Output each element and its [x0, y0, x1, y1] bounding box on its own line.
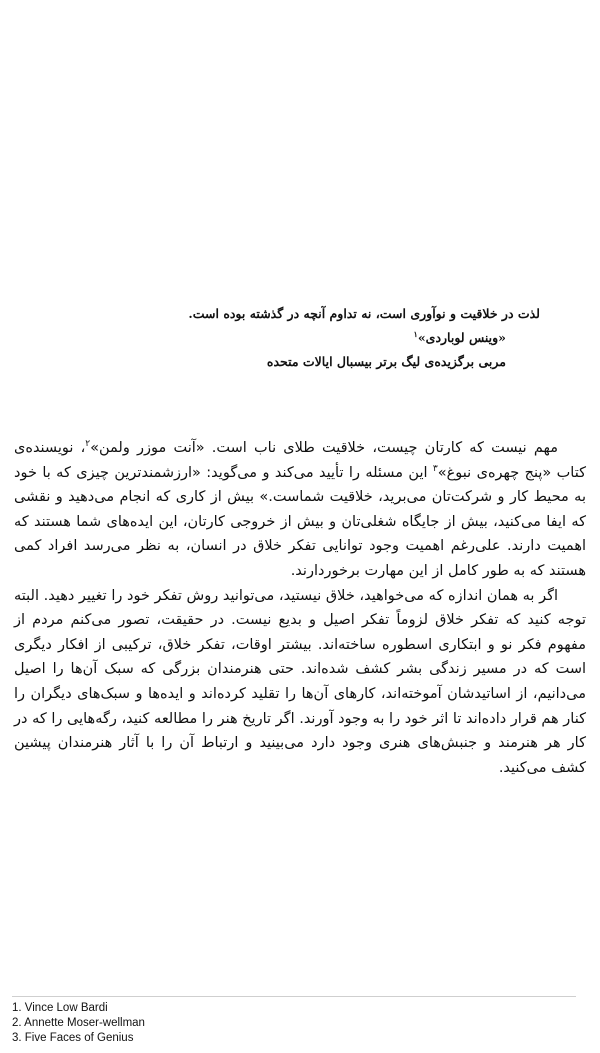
footnote-divider: [12, 996, 576, 997]
footnote-1: 1. Vince Low Bardi: [12, 1002, 108, 1014]
epigraph-author-title: مربی برگزیده‌ی لیگ برتر بیسبال ایالات متحده: [266, 354, 506, 369]
epigraph: [40, 302, 540, 374]
epigraph-author-name: «وینس لوباردی»: [417, 330, 506, 345]
paragraph-1-part-1: مهم نیست که کارتان چیست، خلاقیت طلای ناب است. «آنت موزر ولمن»: [90, 440, 558, 456]
body-text: [14, 436, 586, 780]
paragraph-1-part-3: این مسئله را تأیید می‌کند و می‌گوید: «ارزشمندترین چیزی که با خود به محیط کار و شرکت‌تان می‌برید، خلاقیت شماست.» بیش از کاری که انجام می‌دهید و نقشی که ایفا می‌کنید، بیش از جایگاه شغلی‌تان و بیش از خروجی کارتان، این ایده‌های شما هستند که اهمیت دارند. علی‌رغم اهمیت وجود توانایی تفکر خلاق در انسان، به نظر می‌رسد افراد کمی هستند که به طور کامل از این مهارت برخوردارند.: [14, 464, 586, 579]
footnote-2: 2. Annette Moser-wellman: [12, 1017, 145, 1029]
paragraph-2: اگر به همان اندازه که می‌خواهید، خلاق نیستید، می‌توانید روش تفکر خود را تغییر دهید. البته توجه کنید که تفکر خلاق لزوماً تفکر اصیل و بدیع نیست. در حقیقت، تصور می‌کنم مردم از مفهوم فکر نو و ابتکاری اسطوره ساخته‌اند. بیشتر اوقات، تفکر خلاق، ترکیبی از افکار دیگری است که در مسیر زندگی بشر کشف شده‌اند. حتی هنرمندان بزرگی که سبک آن‌ها را اصیل می‌دانیم، از اساتیدشان آموخته‌اند، کارهای آن‌ها را تقلید کرده‌اند و ایده‌ها و سبک‌های دیگران را کنار هم قرار داده‌اند تا اثر خود را به وجود آورند. اگر تاریخ هنر را مطالعه کنید، رگه‌هایی را که در کار هر هنرمند و جنبش‌های هنری وجود دارد می‌بینید و ارتباط آن را با آثار هنرمندان پیشین کشف می‌کنید.: [14, 587, 586, 776]
footnote-marker-2: ۲: [85, 439, 91, 450]
paragraph-1-part-2: ، نویسنده‌ی کتاب «پنج چهره‌ی نبوغ»: [14, 440, 586, 481]
footnote-marker-3: ۳: [432, 463, 438, 474]
paragraph-1: [14, 436, 586, 584]
footnote-3: 3. Five Faces of Genius: [12, 1032, 134, 1044]
footnotes: [12, 1001, 512, 1046]
epigraph-quote: لذت در خلاقیت و نوآوری است، نه تداوم آنچه در گذشته بوده است.: [188, 306, 540, 321]
epigraph-author: [40, 326, 540, 350]
footnote-marker-1: ۱: [413, 328, 418, 339]
